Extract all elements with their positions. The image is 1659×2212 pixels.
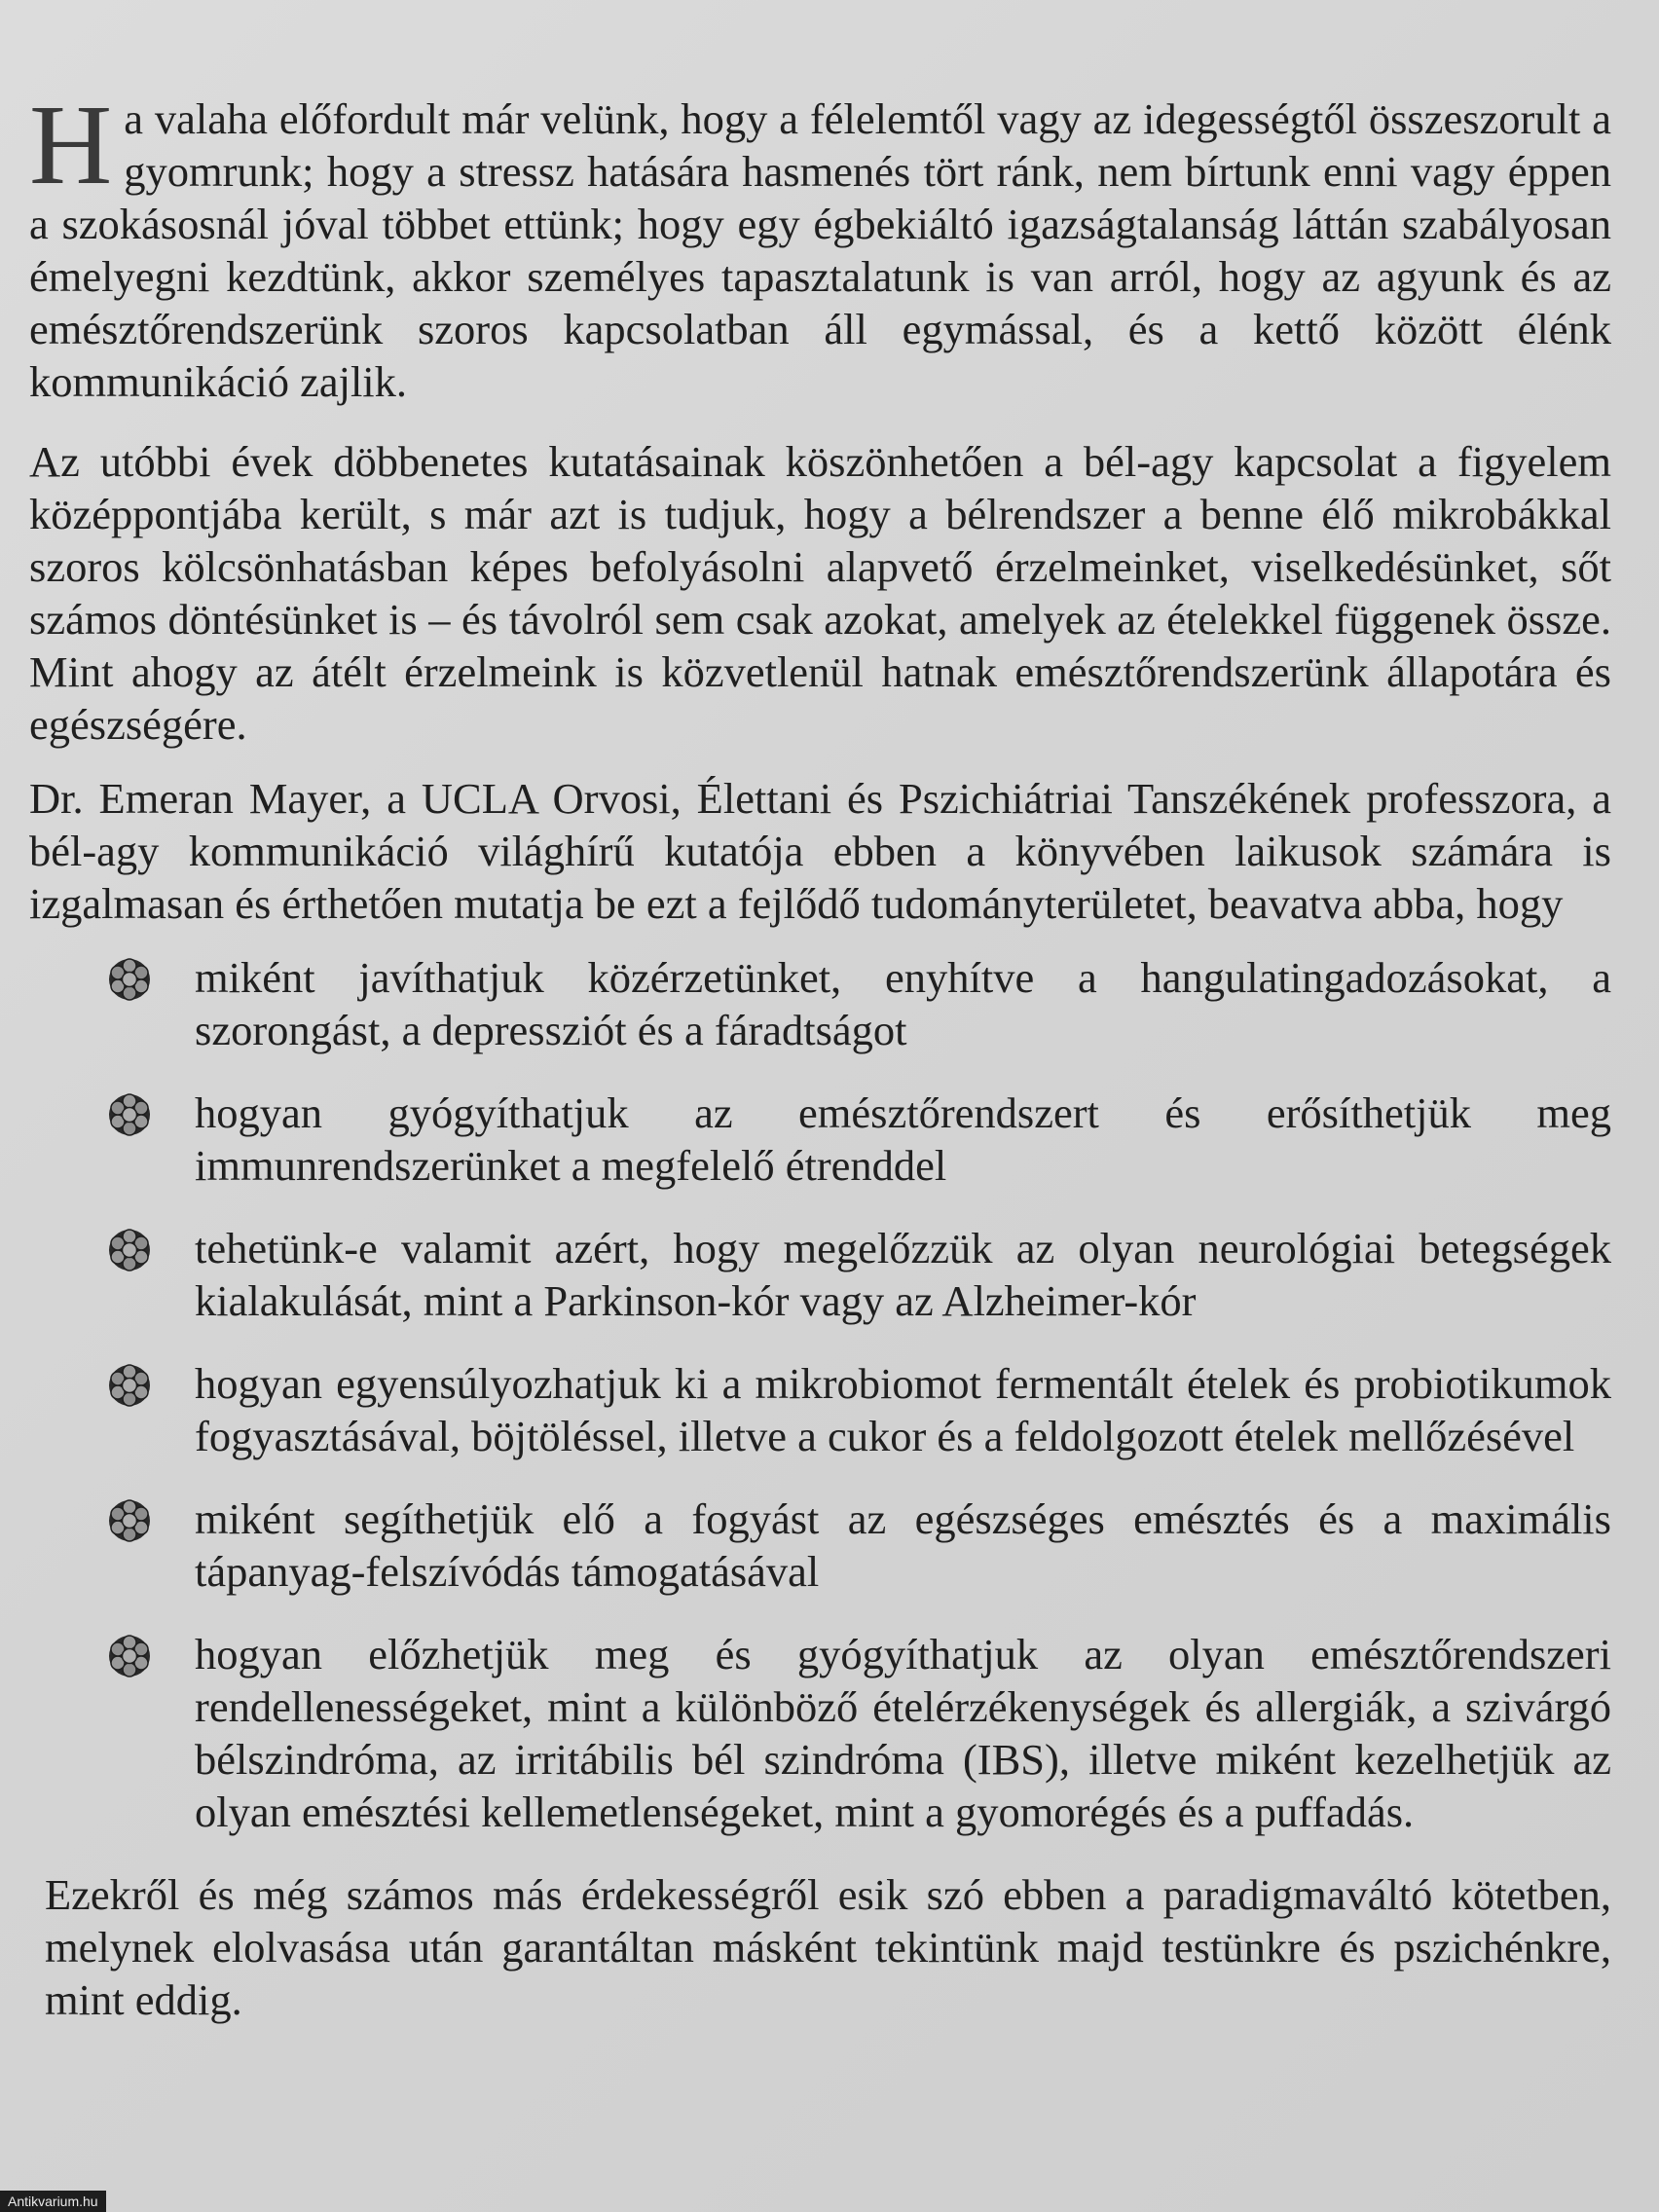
list-item-text: hogyan előzhetjük meg és gyógyíthatjuk az olyan emésztőrendszeri rendellenességeket, mint a különböző ételérzékenységek és allergiák, a szivárgó bélszindróma, az irritábilis bél szindróma (IBS), illetve miként kezelhetjük az olyan emésztési kellemetlenségeket, mint a gyomorégés és a puffadás. bbox=[195, 1630, 1611, 1836]
list-item-text: miként javíthatjuk közérzetünket, enyhítve a hangulatingadozásokat, a szorongást, a depressziót és a fáradtságot bbox=[195, 953, 1611, 1054]
list-item bbox=[29, 951, 1611, 1056]
closing-paragraph: Ezekről és még számos más érdekességről esik szó ebben a paradigmaváltó kötetben, melynek elolvasása után garantáltan másként tekintünk majd testünkre és pszichénkre, mint eddig. bbox=[45, 1870, 1611, 2024]
paragraph-author: Dr. Emeran Mayer, a UCLA Orvosi, Élettani és Pszichiátriai Tanszékének professzora, a bél-agy kommunikáció világhírű kutatója ebben a könyvében laikusok számára is izgalmasan és érthetően mutatja be ezt a fejlődő tudományterületet, beavatva abba, hogy bbox=[29, 774, 1611, 928]
list-item-text: hogyan gyógyíthatjuk az emésztőrendszert és erősíthetjük meg immunrendszerünket a megfelelő étrenddel bbox=[195, 1088, 1611, 1190]
watermark-label: Antikvarium.hu bbox=[0, 2191, 106, 2212]
list-item-text: miként segíthetjük elő a fogyást az egészséges emésztés és a maximális tápanyag-felszívódás támogatásával bbox=[195, 1494, 1611, 1596]
list-item-text: hogyan egyensúlyozhatjuk ki a mikrobiomot fermentált ételek és probiotikumok fogyasztásával, böjtöléssel, illetve a cukor és a feldolgozott ételek mellőzésével bbox=[195, 1359, 1611, 1460]
flower-rosette-icon bbox=[107, 1498, 152, 1543]
list-item-text: tehetünk-e valamit azért, hogy megelőzzük az olyan neurológiai betegségek kialakulását, mint a Parkinson-kór vagy az Alzheimer-kór bbox=[195, 1224, 1611, 1325]
flower-rosette-icon bbox=[107, 1363, 152, 1408]
list-item bbox=[29, 1628, 1611, 1838]
list-item bbox=[29, 1357, 1611, 1462]
flower-rosette-icon bbox=[107, 1228, 152, 1272]
flower-rosette-icon bbox=[107, 1634, 152, 1678]
intro-text: a valaha előfordult már velünk, hogy a félelemtől vagy az idegességtől összeszorult a gyomrunk; hogy a stressz hatására hasmenés tört ránk, nem bírtunk enni vagy éppen a szokásosnál jóval többet ettünk; hogy egy égbekiáltó igazságtalanság láttán szabályosan émelyegni kezdtünk, akkor személyes tapasztalatunk is van arról, hogy az agyunk és az emésztőrendszerünk szoros kapcsolatban áll egymással, és a kettő között élénk kommunikáció zajlik. bbox=[29, 94, 1611, 406]
blurb-text bbox=[29, 81, 1611, 2047]
topic-list bbox=[29, 951, 1611, 1838]
flower-rosette-icon bbox=[107, 957, 152, 1002]
paragraph-research: Az utóbbi évek döbbenetes kutatásainak köszönhetően a bél-agy kapcsolat a figyelem középpontjába került, s már azt is tudjuk, hogy a bélrendszer a benne élő mikrobákkal szoros kölcsönhatásban képes befolyásolni alapvető érzelmeinket, viselkedésünket, sőt számos döntésünket is – és távolról sem csak azokat, amelyek az ételekkel függenek össze. Mint ahogy az átélt érzelmeink is közvetlenül hatnak emésztőrendszerünk állapotára és egészségére. bbox=[29, 437, 1611, 749]
flower-rosette-icon bbox=[107, 1092, 152, 1137]
intro-paragraph bbox=[29, 81, 1611, 408]
list-item bbox=[29, 1087, 1611, 1192]
drop-cap: H bbox=[29, 81, 113, 208]
list-item bbox=[29, 1222, 1611, 1327]
list-item bbox=[29, 1493, 1611, 1598]
